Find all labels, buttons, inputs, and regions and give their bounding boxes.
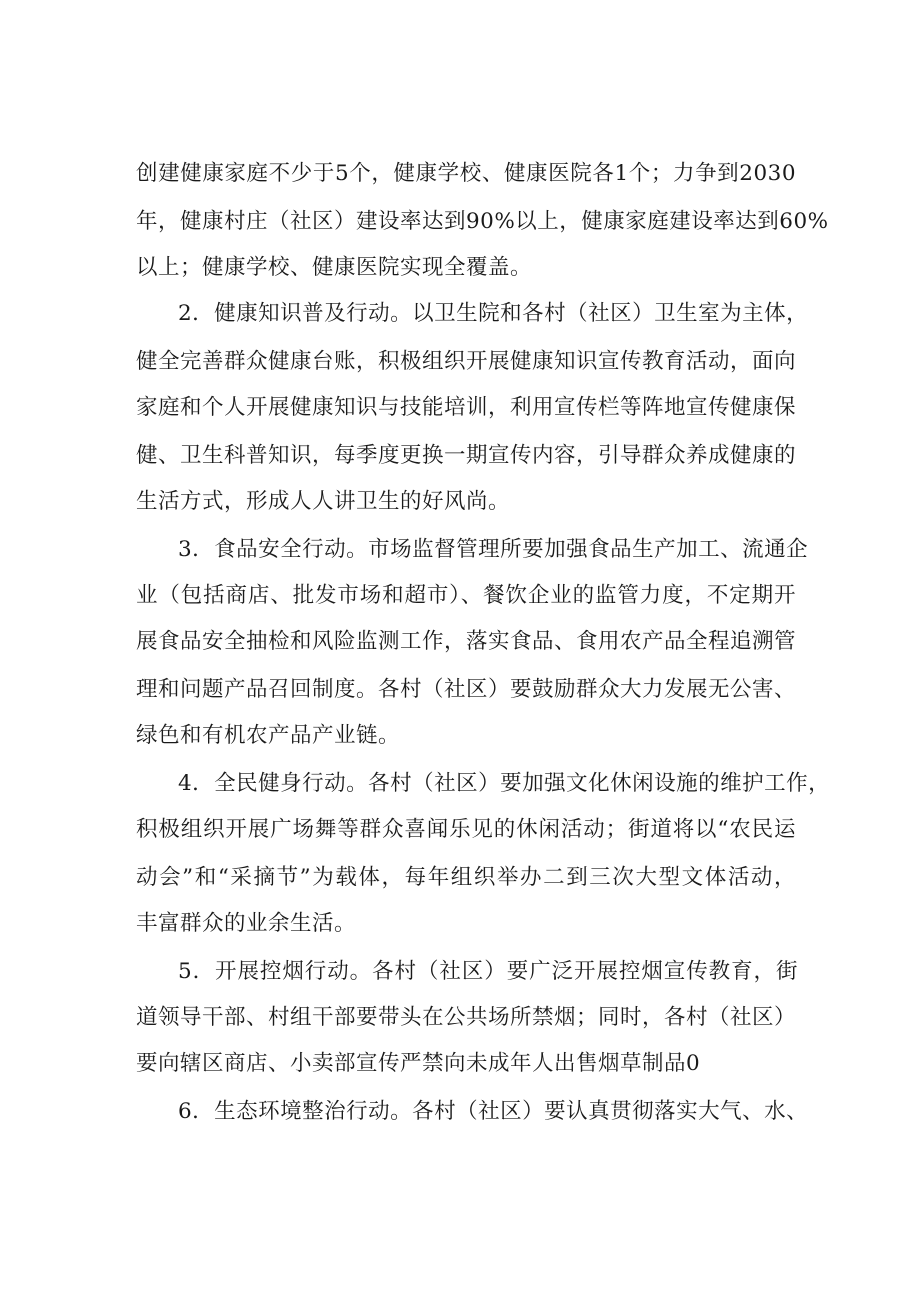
paragraph-1-line-1: 创建健康家庭不少于5个，健康学校、健康医院各1个；力争到2030: [136, 161, 796, 186]
paragraph-3-line-4: 理和问题产品召回制度。各村（社区）要鼓励群众大力发展无公害、: [136, 677, 797, 702]
paragraph-2-line-2: 健全完善群众健康台账，积极组织开展健康知识宣传教育活动，面向: [136, 349, 797, 374]
paragraph-3-line-3: 展食品安全抽检和风险监测工作，落实食品、食用农产品全程追溯管: [136, 629, 797, 654]
paragraph-1-line-2: 年，健康村庄（社区）建设率达到90%以上，健康家庭建设率达到60%: [136, 209, 829, 234]
paragraph-5-line-2: 道领导干部、村组干部要带头在公共场所禁烟；同时，各村（社区）: [136, 1005, 797, 1030]
paragraph-2-line-3: 家庭和个人开展健康知识与技能培训，利用宣传栏等阵地宣传健康保: [136, 395, 797, 420]
paragraph-2-line-5: 生活方式，形成人人讲卫生的好风尚。: [136, 489, 511, 514]
paragraph-6-line-1: 6．生态环境整治行动。各村（社区）要认真贯彻落实大气、水、: [178, 1099, 809, 1124]
paragraph-3-line-1: 3．食品安全行动。市场监督管理所要加强食品生产加工、流通企: [178, 537, 809, 562]
paragraph-4-line-4: 丰富群众的业余生活。: [136, 911, 357, 936]
paragraph-5-line-1: 5．开展控烟行动。各村（社区）要广泛开展控烟宣传教育，街: [178, 959, 798, 984]
paragraph-4-line-3: 动会”和“采摘节”为载体，每年组织举办二到三次大型文体活动，: [136, 865, 796, 890]
paragraph-2-line-1: 2．健康知识普及行动。以卫生院和各村（社区）卫生室为主体，: [178, 301, 809, 326]
paragraph-4-line-2: 积极组织开展广场舞等群众喜闻乐见的休闲活动；街道将以“农民运: [136, 817, 796, 842]
paragraph-4-line-1: 4．全民健身行动。各村（社区）要加强文化休闲设施的维护工作，: [178, 771, 831, 796]
paragraph-1-line-3: 以上；健康学校、健康医院实现全覆盖。: [136, 255, 533, 280]
paragraph-2-line-4: 健、卫生科普知识，每季度更换一期宣传内容，引导群众养成健康的: [136, 443, 797, 468]
paragraph-3-line-2: 业（包括商店、批发市场和超市）、餐饮企业的监管力度，不定期开: [136, 583, 796, 608]
paragraph-5-line-3: 要向辖区商店、小卖部宣传严禁向未成年人出售烟草制品0: [136, 1051, 701, 1076]
paragraph-3-line-5: 绿色和有机农产品产业链。: [136, 723, 401, 748]
